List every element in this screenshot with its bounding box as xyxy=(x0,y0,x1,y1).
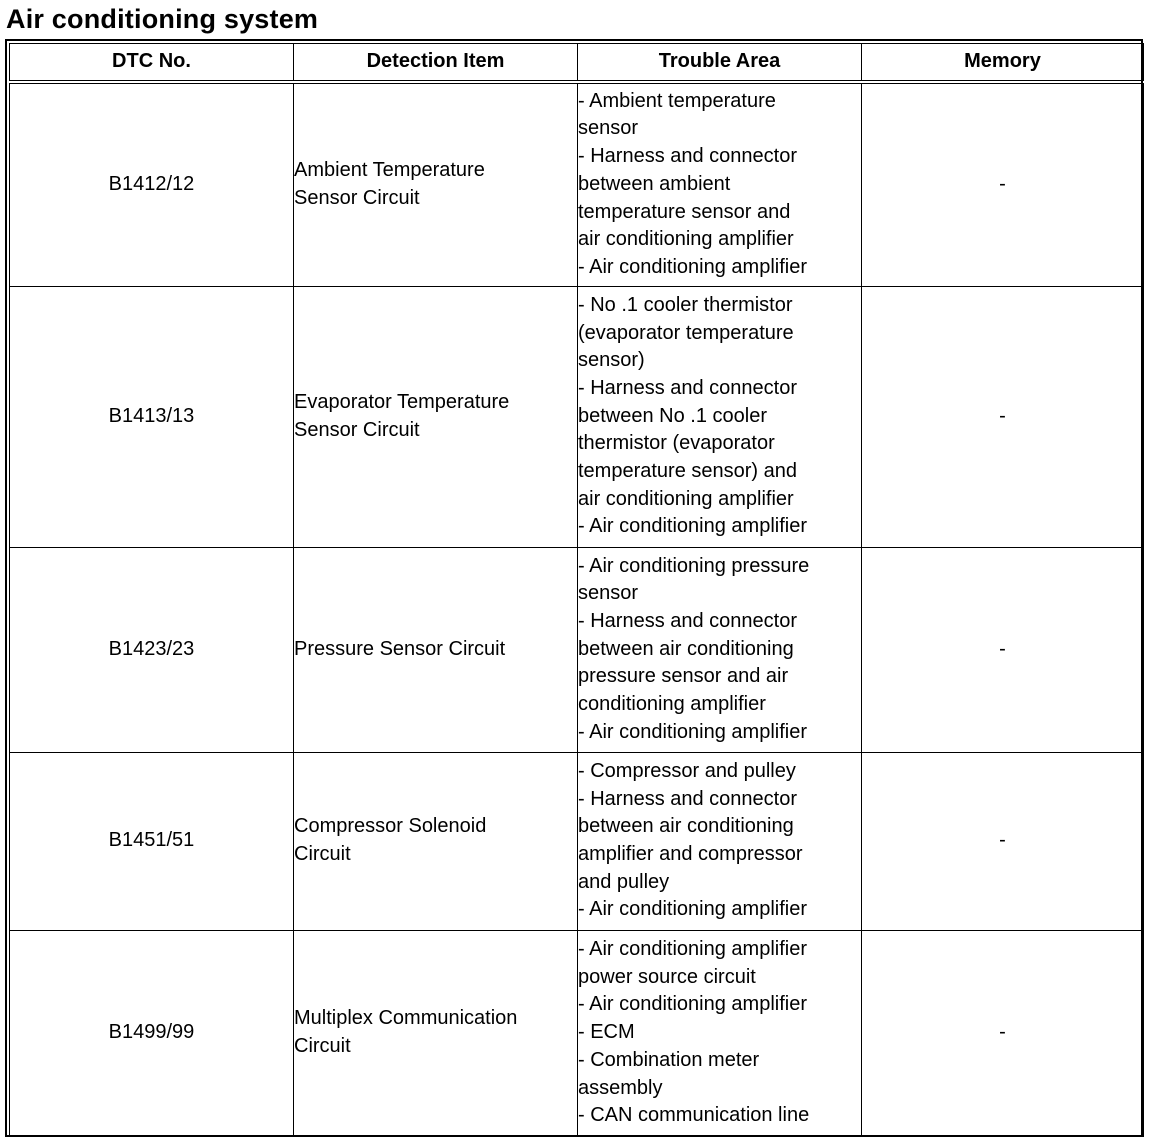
table-row xyxy=(10,286,1144,547)
trouble-area-line: - Air conditioning amplifier xyxy=(578,720,807,743)
trouble-area-line: - Harness and connector xyxy=(578,787,798,810)
detection-item-line: Pressure Sensor Circuit xyxy=(294,637,506,660)
trouble-area-line: sensor) xyxy=(578,349,645,372)
trouble-area xyxy=(578,286,862,547)
trouble-area-line: thermistor (evaporator xyxy=(578,432,775,455)
header-dtc-no: DTC No. xyxy=(10,44,294,83)
trouble-area-line: - Air conditioning amplifier xyxy=(578,938,807,961)
detection-item-line: Sensor Circuit xyxy=(294,186,420,209)
detection-item xyxy=(294,930,578,1136)
trouble-area-line: between air conditioning xyxy=(578,815,794,838)
trouble-area-line: between ambient xyxy=(578,172,731,195)
trouble-area-line: - Air conditioning pressure xyxy=(578,554,810,577)
table-row xyxy=(10,930,1144,1136)
trouble-area-line: - CAN communication line xyxy=(578,1104,810,1127)
trouble-area-line: - Combination meter xyxy=(578,1048,760,1071)
trouble-area-line: - Ambient temperature xyxy=(578,89,776,112)
trouble-area-line: and pulley xyxy=(578,870,670,893)
detection-item-line: Circuit xyxy=(294,1035,351,1057)
trouble-area-line: between air conditioning xyxy=(578,637,794,660)
trouble-area-line: - Harness and connector xyxy=(578,376,798,399)
memory-value: - xyxy=(862,286,1144,547)
trouble-area-line: - Air conditioning amplifier xyxy=(578,256,807,278)
dtc-code: B1412/12 xyxy=(10,82,294,286)
dtc-table-frame xyxy=(5,39,1143,1137)
header-detection-item: Detection Item xyxy=(294,44,578,83)
detection-item-line: Sensor Circuit xyxy=(294,418,420,441)
detection-item-line: Evaporator Temperature xyxy=(294,390,510,413)
trouble-area-line: air conditioning amplifier xyxy=(578,228,794,251)
header-trouble-area: Trouble Area xyxy=(578,44,862,83)
trouble-area xyxy=(578,930,862,1136)
detection-item xyxy=(294,82,578,286)
table-row xyxy=(10,752,1144,930)
trouble-area-line: - Harness and connector xyxy=(578,609,798,632)
trouble-area xyxy=(578,82,862,286)
memory-value: - xyxy=(862,930,1144,1136)
dtc-code: B1451/51 xyxy=(10,752,294,930)
trouble-area-line: power source circuit xyxy=(578,965,756,988)
detection-item xyxy=(294,547,578,752)
detection-item-line: Compressor Solenoid xyxy=(294,815,487,838)
trouble-area-line: amplifier and compressor xyxy=(578,843,803,865)
table-body xyxy=(10,82,1144,1136)
trouble-area-line: sensor xyxy=(578,117,639,140)
memory-value: - xyxy=(862,82,1144,286)
dtc-table xyxy=(9,43,1144,1137)
trouble-area-line: (evaporator temperature xyxy=(578,321,794,344)
dtc-code: B1413/13 xyxy=(10,286,294,547)
detection-item-line: Ambient Temperature xyxy=(294,159,485,182)
trouble-area-line: - Harness and connector xyxy=(578,145,798,168)
trouble-area-line: temperature sensor and xyxy=(578,200,791,223)
trouble-area-line: conditioning amplifier xyxy=(578,693,766,716)
detection-item-line: Multiplex Communication xyxy=(294,1007,518,1030)
page-title: Air conditioning system xyxy=(6,4,319,34)
trouble-area-line: - Air conditioning amplifier xyxy=(578,898,807,921)
memory-value: - xyxy=(862,547,1144,752)
trouble-area-line: assembly xyxy=(578,1076,663,1099)
detection-item xyxy=(294,752,578,930)
trouble-area xyxy=(578,547,862,752)
dtc-code: B1423/23 xyxy=(10,547,294,752)
table-row xyxy=(10,547,1144,752)
trouble-area-line: - ECM xyxy=(578,1021,635,1044)
trouble-area-line: - No .1 cooler thermistor xyxy=(578,293,793,316)
detection-item-line: Circuit xyxy=(294,843,351,865)
detection-item xyxy=(294,286,578,547)
table-row xyxy=(10,82,1144,286)
trouble-area-line: - Compressor and pulley xyxy=(578,759,796,782)
trouble-area xyxy=(578,752,862,930)
trouble-area-line: - Air conditioning amplifier xyxy=(578,993,807,1016)
table-header-row xyxy=(10,44,1144,83)
trouble-area-line: between No .1 cooler xyxy=(578,404,768,427)
trouble-area-line: pressure sensor and air xyxy=(578,665,789,688)
trouble-area-line: air conditioning amplifier xyxy=(578,487,794,510)
trouble-area-line: temperature sensor) and xyxy=(578,460,798,483)
memory-value: - xyxy=(862,752,1144,930)
dtc-code: B1499/99 xyxy=(10,930,294,1136)
header-memory: Memory xyxy=(862,44,1144,83)
trouble-area-line: sensor xyxy=(578,582,639,605)
trouble-area-line: - Air conditioning amplifier xyxy=(578,515,807,538)
